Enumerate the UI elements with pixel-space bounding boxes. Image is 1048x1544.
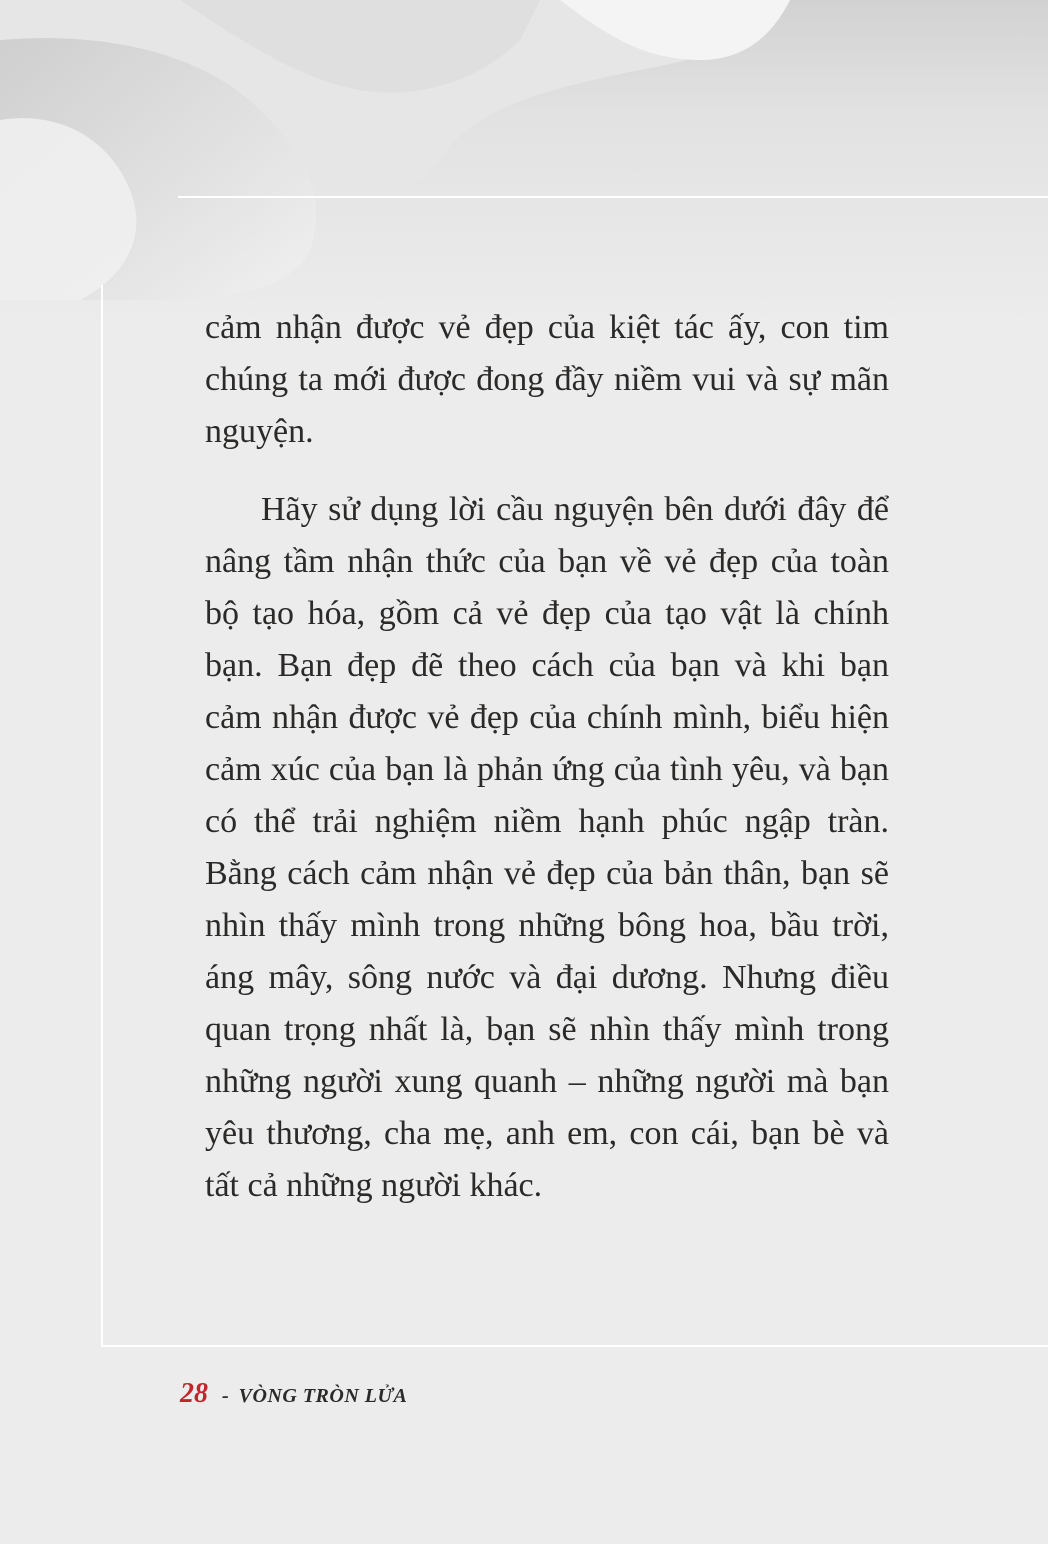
paragraph-1: cảm nhận được vẻ đẹp của kiệt tác ấy, con tim chúng ta mới được đong đầy niềm vui và sự mãn nguyện.	[205, 309, 889, 450]
body-text	[205, 302, 889, 1212]
page-number: 28	[180, 1378, 208, 1409]
frame-bottom-line	[101, 1345, 1048, 1347]
frame-top-line	[178, 196, 1048, 198]
footer-separator: -	[222, 1385, 229, 1407]
page-footer	[180, 1378, 407, 1410]
paragraph-2: Hãy sử dụng lời cầu nguyện bên dưới đây để nâng tầm nhận thức của bạn về vẻ đẹp của toàn bộ tạo hóa, gồm cả vẻ đẹp của tạo vật là chính bạn. Bạn đẹp đẽ theo cách của bạn và khi bạn cảm nhận được vẻ đẹp của chính mình, biểu hiện cảm xúc của bạn là phản ứng của tình yêu, và bạn có thể trải nghiệm niềm hạnh phúc ngập tràn. Bằng cách cảm nhận vẻ đẹp của bản thân, bạn sẽ nhìn thấy mình trong những bông hoa, bầu trời, áng mây, sông nước và đại dương. Nhưng điều quan trọng nhất là, bạn sẽ nhìn thấy mình trong những người xung quanh – những người mà bạn yêu thương, cha mẹ, anh em, con cái, bạn bè và tất cả những người khác.	[205, 491, 889, 1204]
frame-left-line	[101, 285, 103, 1347]
book-title: VÒNG TRÒN LỬA	[238, 1385, 408, 1407]
